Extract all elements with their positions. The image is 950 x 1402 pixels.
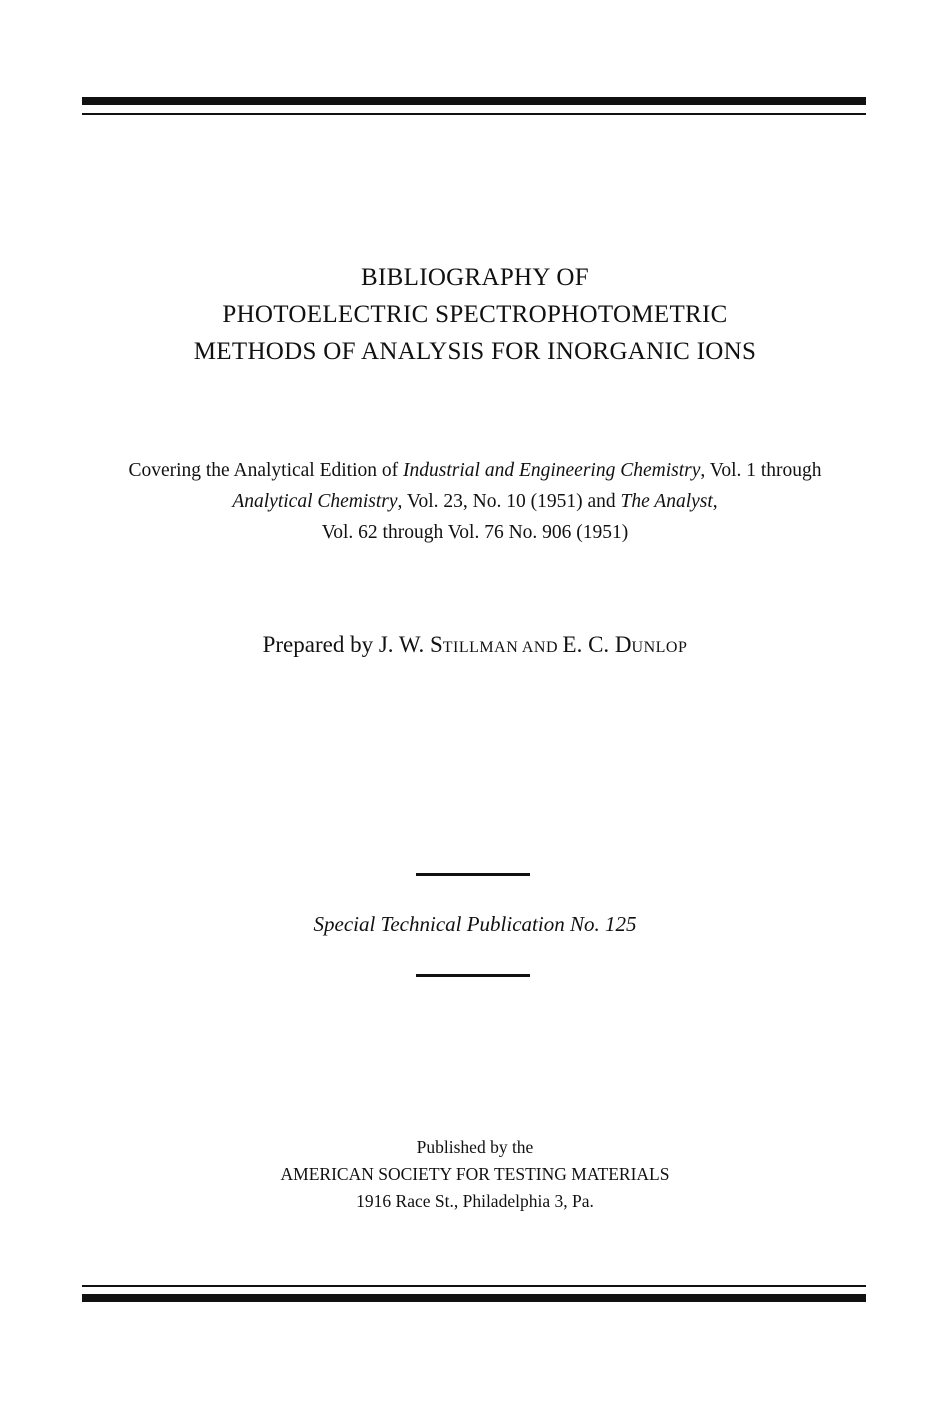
prepared-by: Prepared by J. W. STILLMAN AND E. C. DUNLOP [262, 632, 688, 657]
journal-title-iec: Industrial and Engineering Chemistry [403, 460, 701, 481]
coverage-line-3: Vol. 62 through Vol. 76 No. 906 (1951) [321, 522, 629, 543]
author-2-name: UNLOP [631, 639, 688, 656]
publisher-info [0, 1134, 950, 1215]
author-1-name: TILLMAN [442, 639, 519, 656]
author-2-initial: D [614, 632, 632, 657]
document-title [0, 259, 950, 370]
publisher-name: AMERICAN SOCIETY FOR TESTING MATERIALS [280, 1164, 670, 1184]
author-1-initial: S [429, 632, 443, 657]
upper-short-rule [416, 873, 530, 876]
top-thin-rule [82, 113, 866, 115]
journal-title-analyst: The Analyst [620, 491, 713, 512]
publisher-line-1: Published by the [416, 1137, 534, 1157]
publication-number: Special Technical Publication No. 125 [313, 912, 637, 936]
coverage-line-2: Analytical Chemistry, Vol. 23, No. 10 (1951) and The Analyst, [232, 491, 718, 512]
journal-title-ac: Analytical Chemistry [232, 491, 398, 512]
lower-short-rule [416, 974, 530, 977]
coverage-line-1: Covering the Analytical Edition of Industrial and Engineering Chemistry, Vol. 1 through [128, 460, 822, 481]
title-line-3: METHODS OF ANALYSIS FOR INORGANIC IONS [193, 338, 757, 365]
author-conjunction: AND [518, 639, 563, 656]
coverage-statement [0, 455, 950, 548]
title-line-1: BIBLIOGRAPHY OF [361, 264, 589, 291]
bottom-thick-rule [82, 1294, 866, 1302]
publisher-address: 1916 Race St., Philadelphia 3, Pa. [356, 1191, 594, 1211]
title-line-2: PHOTOELECTRIC SPECTROPHOTOMETRIC [222, 301, 728, 328]
top-thick-rule [82, 97, 866, 105]
bottom-thin-rule [82, 1285, 866, 1287]
